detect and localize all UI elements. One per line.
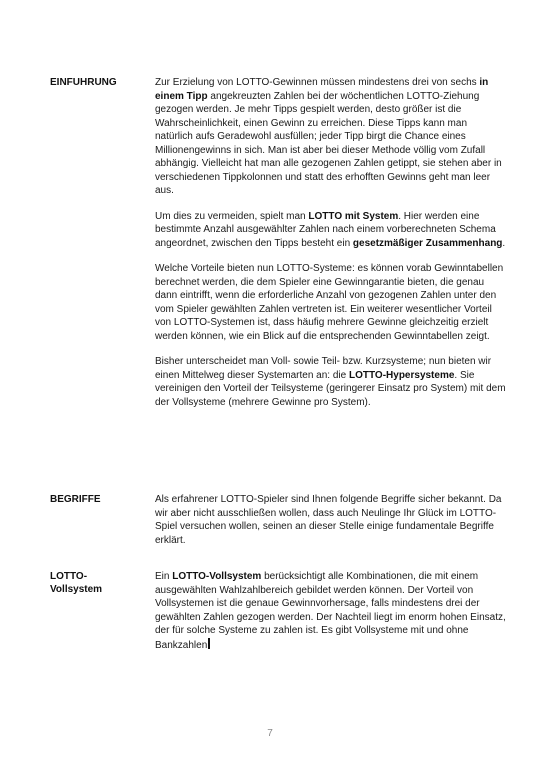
text-run: . Hier werden eine bestimmte Anzahl ausgewählter Zahlen nach einem vorberechneten Schema angeordnet, zwischen den Tipps besteht ein bbox=[155, 210, 496, 249]
text-run: Zur Erzielung von LOTTO-Gewinnen müssen mindestens drei von sechs bbox=[155, 77, 480, 88]
text-run: Bisher unterscheidet man Voll- sowie Teil- bzw. Kurzsysteme; nun bieten wir einen Mittelweg dieser Systemarten an: die bbox=[155, 356, 492, 381]
text-run: . Sie vereinigen den Vorteil der Teilsysteme (geringerer Einsatz pro System) mit dem der Vollsysteme (mehrere Gewinne pro System). bbox=[155, 369, 506, 408]
text-run: berücksichtigt alle Kombinationen, die mit einem ausgewählten Wahlzahlbereich gebildet werden können. Der Vorteil von Vollsystemen ist die genaue Gewinnvorhersage, falls mindestens drei der gewählten Zahlen gezogen werden. Der Nachteil liegt im enorm hohen Einsatz, der für solche Systeme zu zahlen ist. Es gibt Vollsysteme mit und ohne Bankzahlen bbox=[155, 571, 506, 651]
section-heading: EINFUHRUNG bbox=[50, 77, 117, 88]
text-run: Welche Vorteile bieten nun LOTTO-Systeme: es können vorab Gewinntabellen berechnet werden, die dem Spieler eine Gewinngarantie bieten, die genau dann eintrifft, wenn die erforderliche Anzahl von gezogenen Zahlen unter den vom Spieler gewählten Zahlen vertreten ist. Ein weiterer wesentlicher Vorteil von LOTTO-Systemen ist, dass häufig mehrere Gewinne gleichzeitig erzielt werden können, wie ein Blick auf die entsprechenden Gewinntabellen zeigt. bbox=[155, 263, 504, 342]
bold-text: in einem Tipp bbox=[155, 77, 489, 102]
section-heading: BEGRIFFE bbox=[50, 494, 101, 505]
paragraph bbox=[155, 570, 507, 652]
section-body bbox=[155, 493, 507, 547]
bold-text: gesetzmäßiger Zusammenhang bbox=[352, 237, 503, 249]
paragraph bbox=[155, 262, 507, 343]
text-cursor bbox=[208, 638, 210, 649]
bold-text: LOTTO-Vollsystem bbox=[172, 571, 262, 582]
bold-text: LOTTO-Hypersysteme bbox=[349, 369, 455, 381]
text-run: Ein bbox=[155, 571, 173, 582]
paragraph bbox=[155, 76, 507, 198]
bold-text: LOTTO mit System bbox=[308, 210, 399, 222]
section-heading: LOTTO-Vollsystem bbox=[50, 571, 103, 595]
paragraph bbox=[155, 355, 507, 409]
section-body bbox=[155, 570, 507, 652]
section-body bbox=[155, 76, 507, 409]
text-run: Um dies zu vermeiden, spielt man bbox=[155, 210, 309, 222]
text-run: Als erfahrener LOTTO-Spieler sind Ihnen folgende Begriffe sicher bekannt. Da wir aber nicht ausschließen wollen, dass auch Neulinge Ihr Glück im LOTTO-Spiel versuchen wollen, seinen an dieser Stelle einige fundamentale Begriffe erklärt. bbox=[155, 494, 502, 546]
text-run: . bbox=[502, 237, 506, 249]
page-number: 7 bbox=[267, 728, 273, 739]
paragraph bbox=[155, 493, 507, 547]
text-run: angekreuzten Zahlen bei der wöchentlichen LOTTO-Ziehung gezogen werden. Je mehr Tipps gespielt werden, desto größer ist die Wahrscheinlichkeit, einen Gewinn zu erreichen. Diese Tipps kann man natürlich aufs Geradewohl ausfüllen; jeder Tipp birgt die Chance eines Millionengewinns in sich. Man ist aber bei dieser Methode völlig vom Zufall abhängig. Vielleicht hat man alle gezogenen Zahlen getippt, sie stehen aber in verschiedenen Tippkolonnen und statt des erhofften Gewinns geht man leer aus. bbox=[155, 90, 502, 196]
paragraph bbox=[155, 210, 507, 251]
